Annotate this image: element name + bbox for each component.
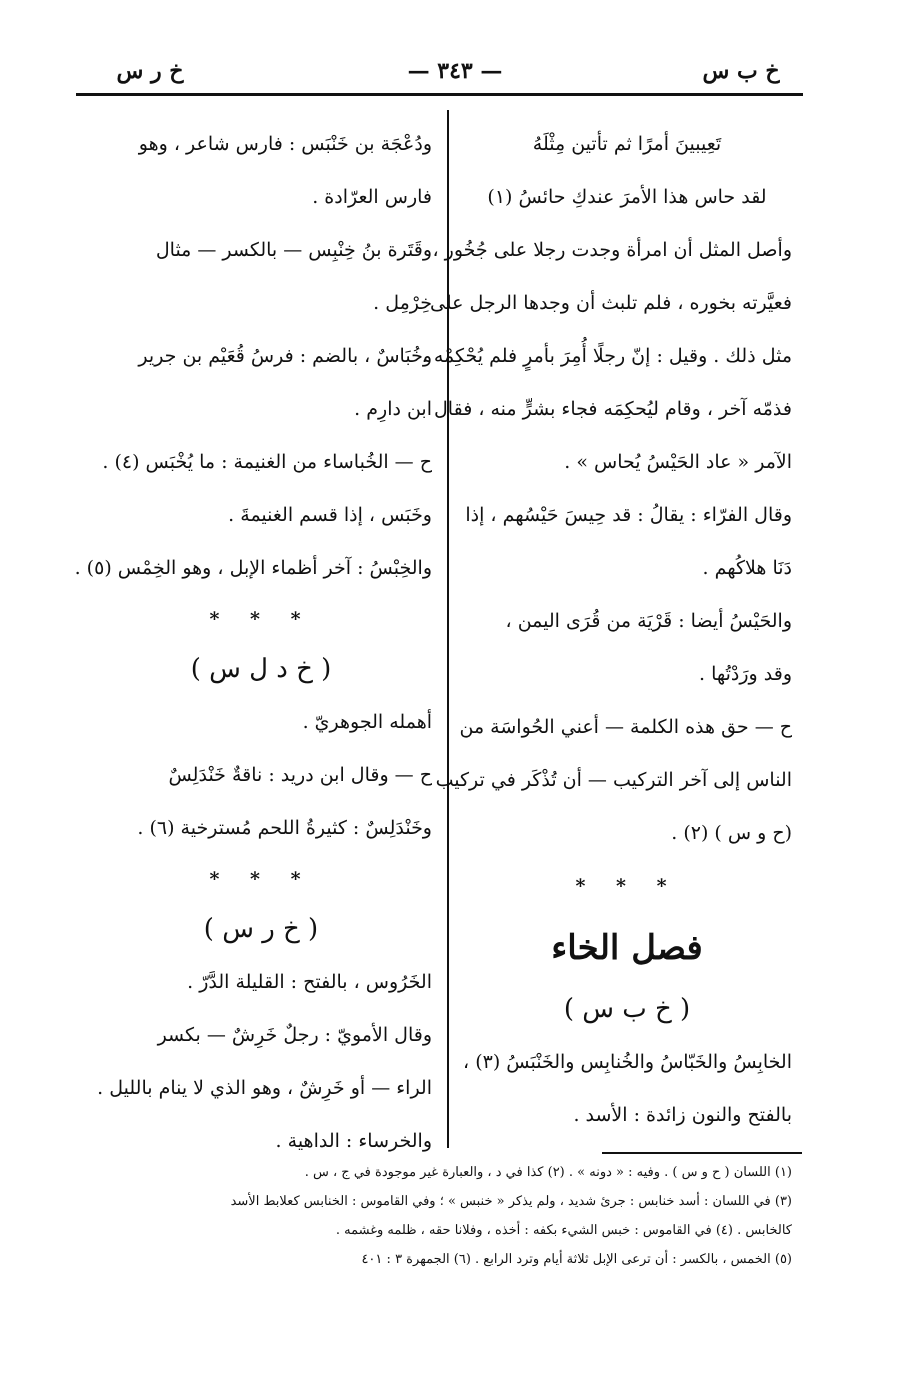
footnote-rule xyxy=(602,1152,802,1154)
header-left-root: خ ر س xyxy=(116,58,184,84)
footnote-line: (٣) في اللسان : أسد خنابس : جرئ شديد ، ولم يذكر « خنبس » ؛ وفي القاموس : الخنابس كعلابط الأسد xyxy=(230,1194,792,1209)
text-line: فعيَّرته بخوره ، فلم تلبث أن وجدها الرجل على xyxy=(430,292,792,314)
text-line: فارس العرّادة . xyxy=(312,186,432,208)
header-rule xyxy=(76,93,803,96)
text-line: وقال الفرّاء : يقالُ : قد حِيسَ حَيْسُهم ، إذا xyxy=(465,504,792,526)
text-line: (ح و س ) (٢) . xyxy=(671,822,792,844)
text-line: وأصل المثل أن امرأة وجدت رجلا على جُخُور ، xyxy=(432,239,792,261)
text-line: ودُعْجَة بن خَنْبَس : فارس شاعر ، وهو xyxy=(138,133,432,155)
text-line: خِرْمِل . xyxy=(373,292,432,314)
text-line: بالفتح والنون زائدة : الأسد . xyxy=(573,1104,792,1126)
page-number: — ٣٤٣ — xyxy=(407,58,503,84)
text-line: والحَيْسُ أيضا : قَرْيَة من قُرَى اليمن ، xyxy=(505,610,792,632)
header-right-root: خ ب س xyxy=(702,58,780,84)
text-line: وخَنْدَلِسٌ : كثيرةُ اللحم مُسترخية (٦) . xyxy=(137,817,432,839)
root-heading: ( خ ب س ) xyxy=(563,994,691,1024)
text-line: وقد ورَدْتُها . xyxy=(699,663,792,685)
text-line: ح — وقال ابن دريد : ناقةٌ خَنْدَلِسٌ xyxy=(168,764,432,786)
text-line: ابن دارِم . xyxy=(354,398,432,420)
verse-line: تَعِيبينَ أمرًا ثم تأتين مِثْلَهُ xyxy=(532,133,722,155)
footnote-line: كالخابس . (٤) في القاموس : خبس الشيء بكفه : أخذه ، وفلانا حقه ، ظلمه وغشمه . xyxy=(335,1223,792,1238)
text-line: فذمّه آخر ، وقام ليُحكِمَه فجاء بشرٍّ منه ، فقال xyxy=(434,398,792,420)
footnote-line: (١) اللسان ( ح و س ) . وفيه : « دونه » . (٢) كذا في د ، والعبارة غير موجودة في ج ، س . xyxy=(304,1165,792,1180)
text-line: أهمله الجوهريّ . xyxy=(302,711,432,733)
text-line: الآمر « عاد الحَيْسُ يُحاس » . xyxy=(564,451,792,473)
text-line: وخُبَاسٌ ، بالضم : فرسُ قُعَيْم بن جرير xyxy=(138,345,432,367)
text-line: ح — الخُباساء من الغنيمة : ما يُخْبَس (٤) . xyxy=(102,451,432,473)
text-line: والخرساء : الداهية . xyxy=(275,1130,432,1152)
footnotes xyxy=(92,1158,792,1274)
text-line: مثل ذلك . وقيل : إنّ رجلًا أُمِرَ بأمرٍ فلم يُحْكِمْه ، xyxy=(421,345,792,367)
text-line: ح — حق هذه الكلمة — أعني الحُواسَة من xyxy=(459,716,792,738)
text-line: والخِبْسُ : آخر أظماء الإبل ، وهو الخِمْس (٥) . xyxy=(74,557,432,579)
separator-stars: * * * xyxy=(575,875,679,897)
separator-stars: * * * xyxy=(209,868,313,890)
text-line: وقال الأمويّ : رجلٌ خَرِشٌ — بكسر xyxy=(157,1024,432,1046)
root-heading: ( خ د ل س ) xyxy=(190,654,332,684)
right-column xyxy=(421,118,792,1142)
text-line: دَنَا هلاكُهم . xyxy=(702,557,792,579)
text-line: الراء — أو خَرِشٌ ، وهو الذي لا ينام بالليل . xyxy=(97,1077,432,1099)
text-line: وخَبَس ، إذا قسم الغنيمةَ . xyxy=(228,504,432,526)
separator-stars: * * * xyxy=(209,608,313,630)
section-title: فصل الخاء xyxy=(551,928,703,968)
root-heading: ( خ ر س ) xyxy=(203,914,319,944)
footnote-line: (٥) الخمس ، بالكسر : أن ترعى الإبل ثلاثة أيام وترد الرابع . (٦) الجمهرة ٣ : ٤٠١ xyxy=(361,1252,792,1267)
text-line: وقَتَرة بنُ خِنْبِس — بالكسر — مثال xyxy=(155,239,432,261)
left-column xyxy=(74,118,432,1168)
verse-line: لقد حاس هذا الأمرَ عندكِ حائسُ (١) xyxy=(487,186,767,208)
text-line: الناس إلى آخر التركيب — أن تُذْكَر في تركيب xyxy=(435,769,792,791)
text-line: الخابِسُ والخَبّاسُ والخُنابِس والخَنْبَسُ (٣) ، xyxy=(463,1051,792,1073)
text-line: الخَرُوس ، بالفتح : القليلة الدَّرّ . xyxy=(187,971,432,993)
